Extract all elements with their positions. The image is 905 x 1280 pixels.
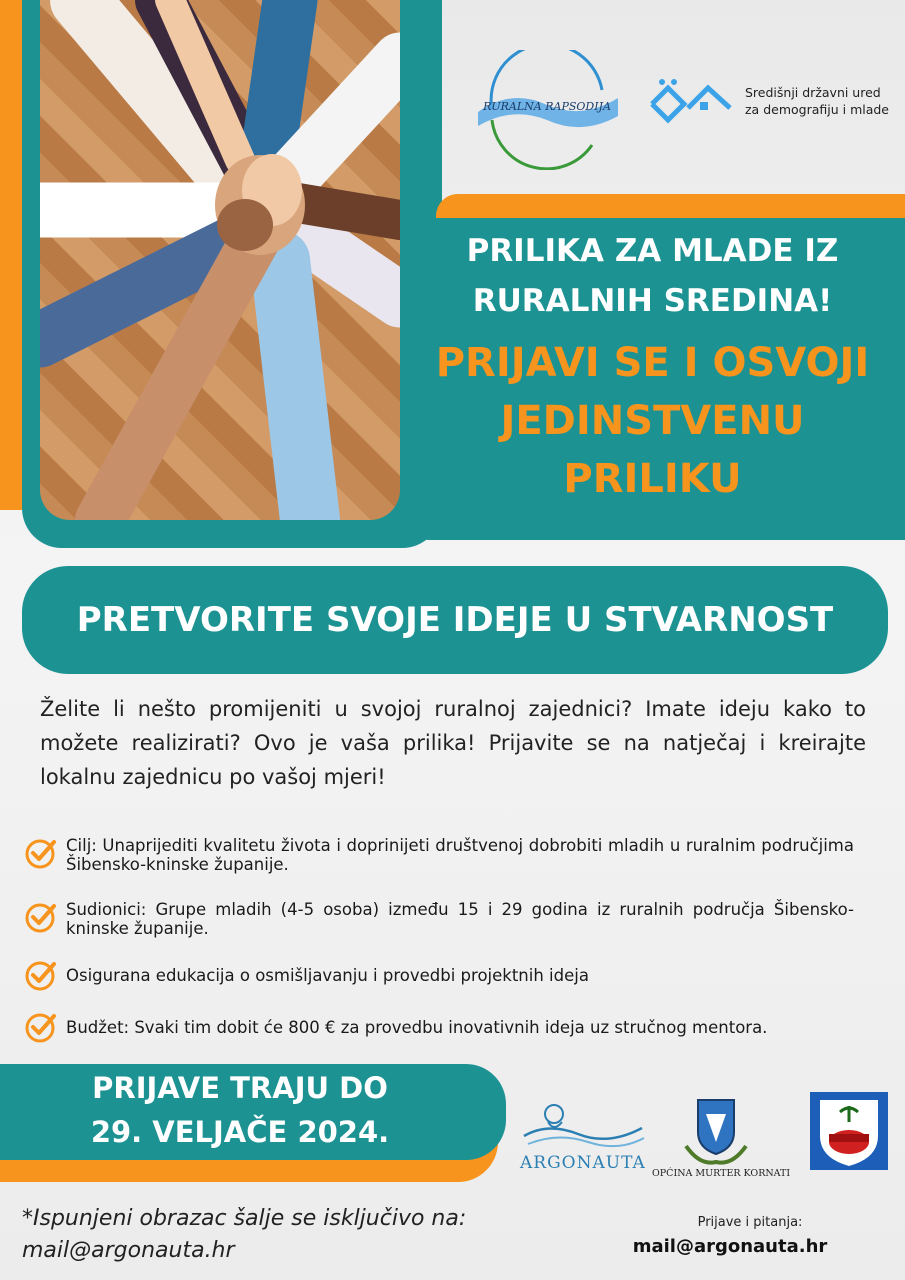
footer-note-email[interactable]: mail@argonauta.hr (22, 1238, 235, 1263)
check-circle-icon (24, 900, 58, 934)
headline-accent (400, 334, 905, 508)
bullet-text: Cilj: Unaprijediti kvalitetu života i doprinijeti društvenoj dobrobiti mladih u ruralnim područjima Šibensko-kninske županije. (66, 836, 854, 874)
headline-accent2: JEDINSTVENU (500, 398, 805, 444)
footer-note-line1: *Ispunjeni obrazac šalje se isključivo na: (22, 1206, 467, 1231)
bullet-participants (24, 900, 854, 938)
bullet-goal (24, 836, 854, 874)
argonauta-name: ARGONAUTA (520, 1153, 646, 1173)
banner-title: PRETVORITE SVOJE IDEJE U STVARNOST (76, 600, 834, 640)
bullet-text: Sudionici: Grupe mladih (4-5 osoba) između 15 i 29 godina iz ruralnih područja Šibensko-kninske županije. (66, 900, 854, 938)
deadline-line2: 29. VELJAČE 2024. (90, 1115, 390, 1149)
bullet-education (24, 958, 854, 992)
check-circle-icon (24, 958, 58, 992)
ruralna-logo-text: RURALNA RAPSODIJA (483, 100, 611, 113)
headline-accent3: PRILIKU (563, 456, 742, 502)
gov-line1: Središnji državni ured (745, 85, 881, 100)
headline-line2: RURALNIH SREDINA! (472, 283, 833, 319)
murter-name: OPĆINA MURTER KORNATI (652, 1168, 791, 1179)
check-circle-icon (24, 836, 58, 870)
headline-accent1: PRIJAVI SE I OSVOJI (435, 340, 870, 386)
bullet-budget (24, 1010, 854, 1044)
contact-email-link[interactable]: mail@argonauta.hr (632, 1236, 828, 1257)
intro-paragraph: Želite li nešto promijeniti u svojoj ruralnoj zajednici? Imate ideju kako to možete realizirati? Ovo je vaša prilika! Prijavite se na natječaj i kreirajte lokalnu zajednicu po vašoj mjeri! (40, 697, 866, 789)
headline-line1: PRILIKA ZA MLADE IZ (466, 233, 839, 269)
county-crest (810, 1092, 888, 1170)
deadline-text (20, 1066, 460, 1154)
contact-label: Prijave i pitanja: (697, 1215, 803, 1230)
hands-together-photo (40, 0, 400, 520)
murter-coat-of-arms (680, 1096, 752, 1170)
ruralna-rapsodija-logo (472, 50, 622, 170)
orange-accent-left (0, 0, 22, 510)
gov-office-name (745, 84, 889, 118)
check-circle-icon (24, 1010, 58, 1044)
bullet-text: Osigurana edukacija o osmišljavanju i provedbi projektnih ideja (66, 966, 589, 985)
deadline-line1: PRIJAVE TRAJU DO (92, 1071, 388, 1105)
gov-office-icon (648, 78, 734, 126)
bullet-text: Budžet: Svaki tim dobit će 800 € za provedbu inovativnih ideja uz stručnog mentora. (66, 1018, 768, 1037)
gov-line2: za demografiju i mlade (745, 102, 890, 117)
headline-primary (400, 226, 905, 326)
